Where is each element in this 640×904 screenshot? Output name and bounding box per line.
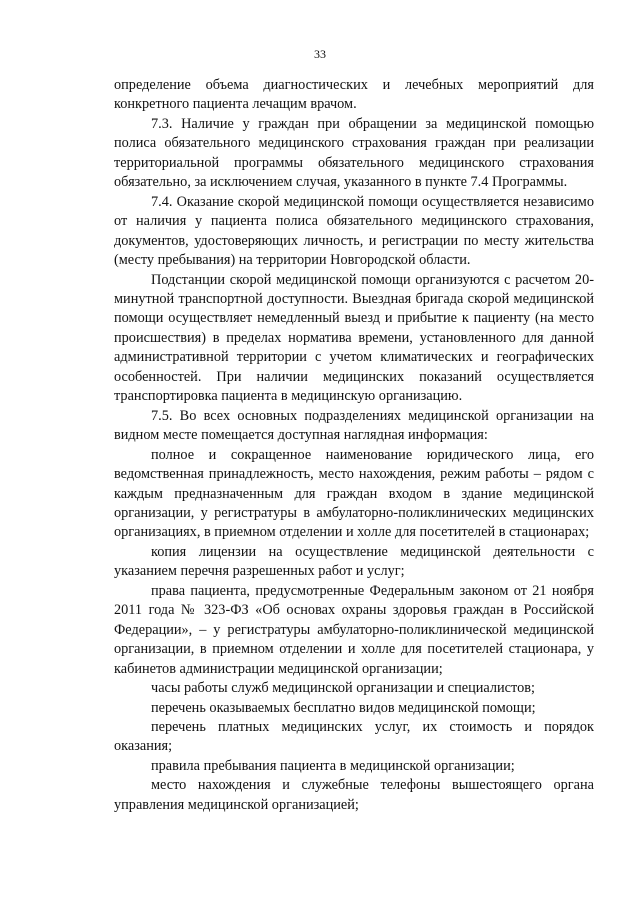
list-item-free-services: перечень оказываемых бесплатно видов медицинской помощи;	[151, 699, 536, 716]
page-number: 33	[314, 47, 326, 61]
list-item-supervisory-body: место нахождения и служебные телефоны вышестоящего органа управления медицинской организацией;	[114, 777, 594, 813]
paragraph-7-3-insurance-policy: 7.3. Наличие у граждан при обращении за медицинской помощью полиса обязательного медицинского страхования граждан при реализации территориальной программы обязательного медицинского страхования обязательно, за исключением случая, указанного в пункте 7.4 Программы.	[114, 115, 594, 191]
list-item-paid-services: перечень платных медицинских услуг, их стоимость и порядок оказания;	[114, 718, 594, 755]
list-item-working-hours: часы работы служб медицинской организации и специалистов;	[151, 680, 535, 697]
paragraph-ambulance-substations: Подстанции скорой медицинской помощи организуются с расчетом 20-минутной транспортной доступности. Выездная бригада скорой медицинской помощи осуществляет немедленный выезд и прибытие к пациенту (на место происшествия) в пределах норматива времени, установленного для данной административной территории с учетом климатических и географических особенностей. При наличии медицинских показаний осуществляется транспортировка пациента в медицинскую организацию.	[114, 271, 594, 405]
paragraph-7-4-emergency-care: 7.4. Оказание скорой медицинской помощи осуществляется независимо от наличия у пациента полиса обязательного медицинского страхования, документов, удостоверяющих личность, и регистрации по месту жительства (месту пребывания) на территории Новгородской области.	[114, 193, 594, 269]
list-item-stay-rules: правила пребывания пациента в медицинской организации;	[151, 757, 515, 774]
list-item-legal-entity-name: полное и сокращенное наименование юридического лица, его ведомственная принадлежность, место нахождения, режим работы – рядом с каждым предназначенным для граждан входом в здание медицинской организации, у регистратуры в амбулаторно-поликлинических медицинских организациях, в приемном отделении и холле для посетителей в стационарах;	[114, 446, 594, 541]
paragraph-diagnostics-scope: определение объема диагностических и лечебных мероприятий для конкретного пациента лечащим врачом.	[114, 77, 594, 113]
document-body	[114, 76, 594, 815]
list-item-patient-rights: права пациента, предусмотренные Федеральным законом от 21 ноября 2011 года № 323-ФЗ «Об основах охраны здоровья граждан в Российской Федерации», – у регистратуры амбулаторно-поликлинической медицинской организации, в приемном отделении и холле для посетителей стационара, у кабинетов администрации медицинской организации;	[114, 582, 594, 677]
paragraph-7-5-visual-information: 7.5. Во всех основных подразделениях медицинской организации на видном месте помещается доступная наглядная информация:	[114, 407, 594, 444]
list-item-license-copy: копия лицензии на осуществление медицинской деятельности с указанием перечня разрешенных работ и услуг;	[114, 543, 594, 580]
